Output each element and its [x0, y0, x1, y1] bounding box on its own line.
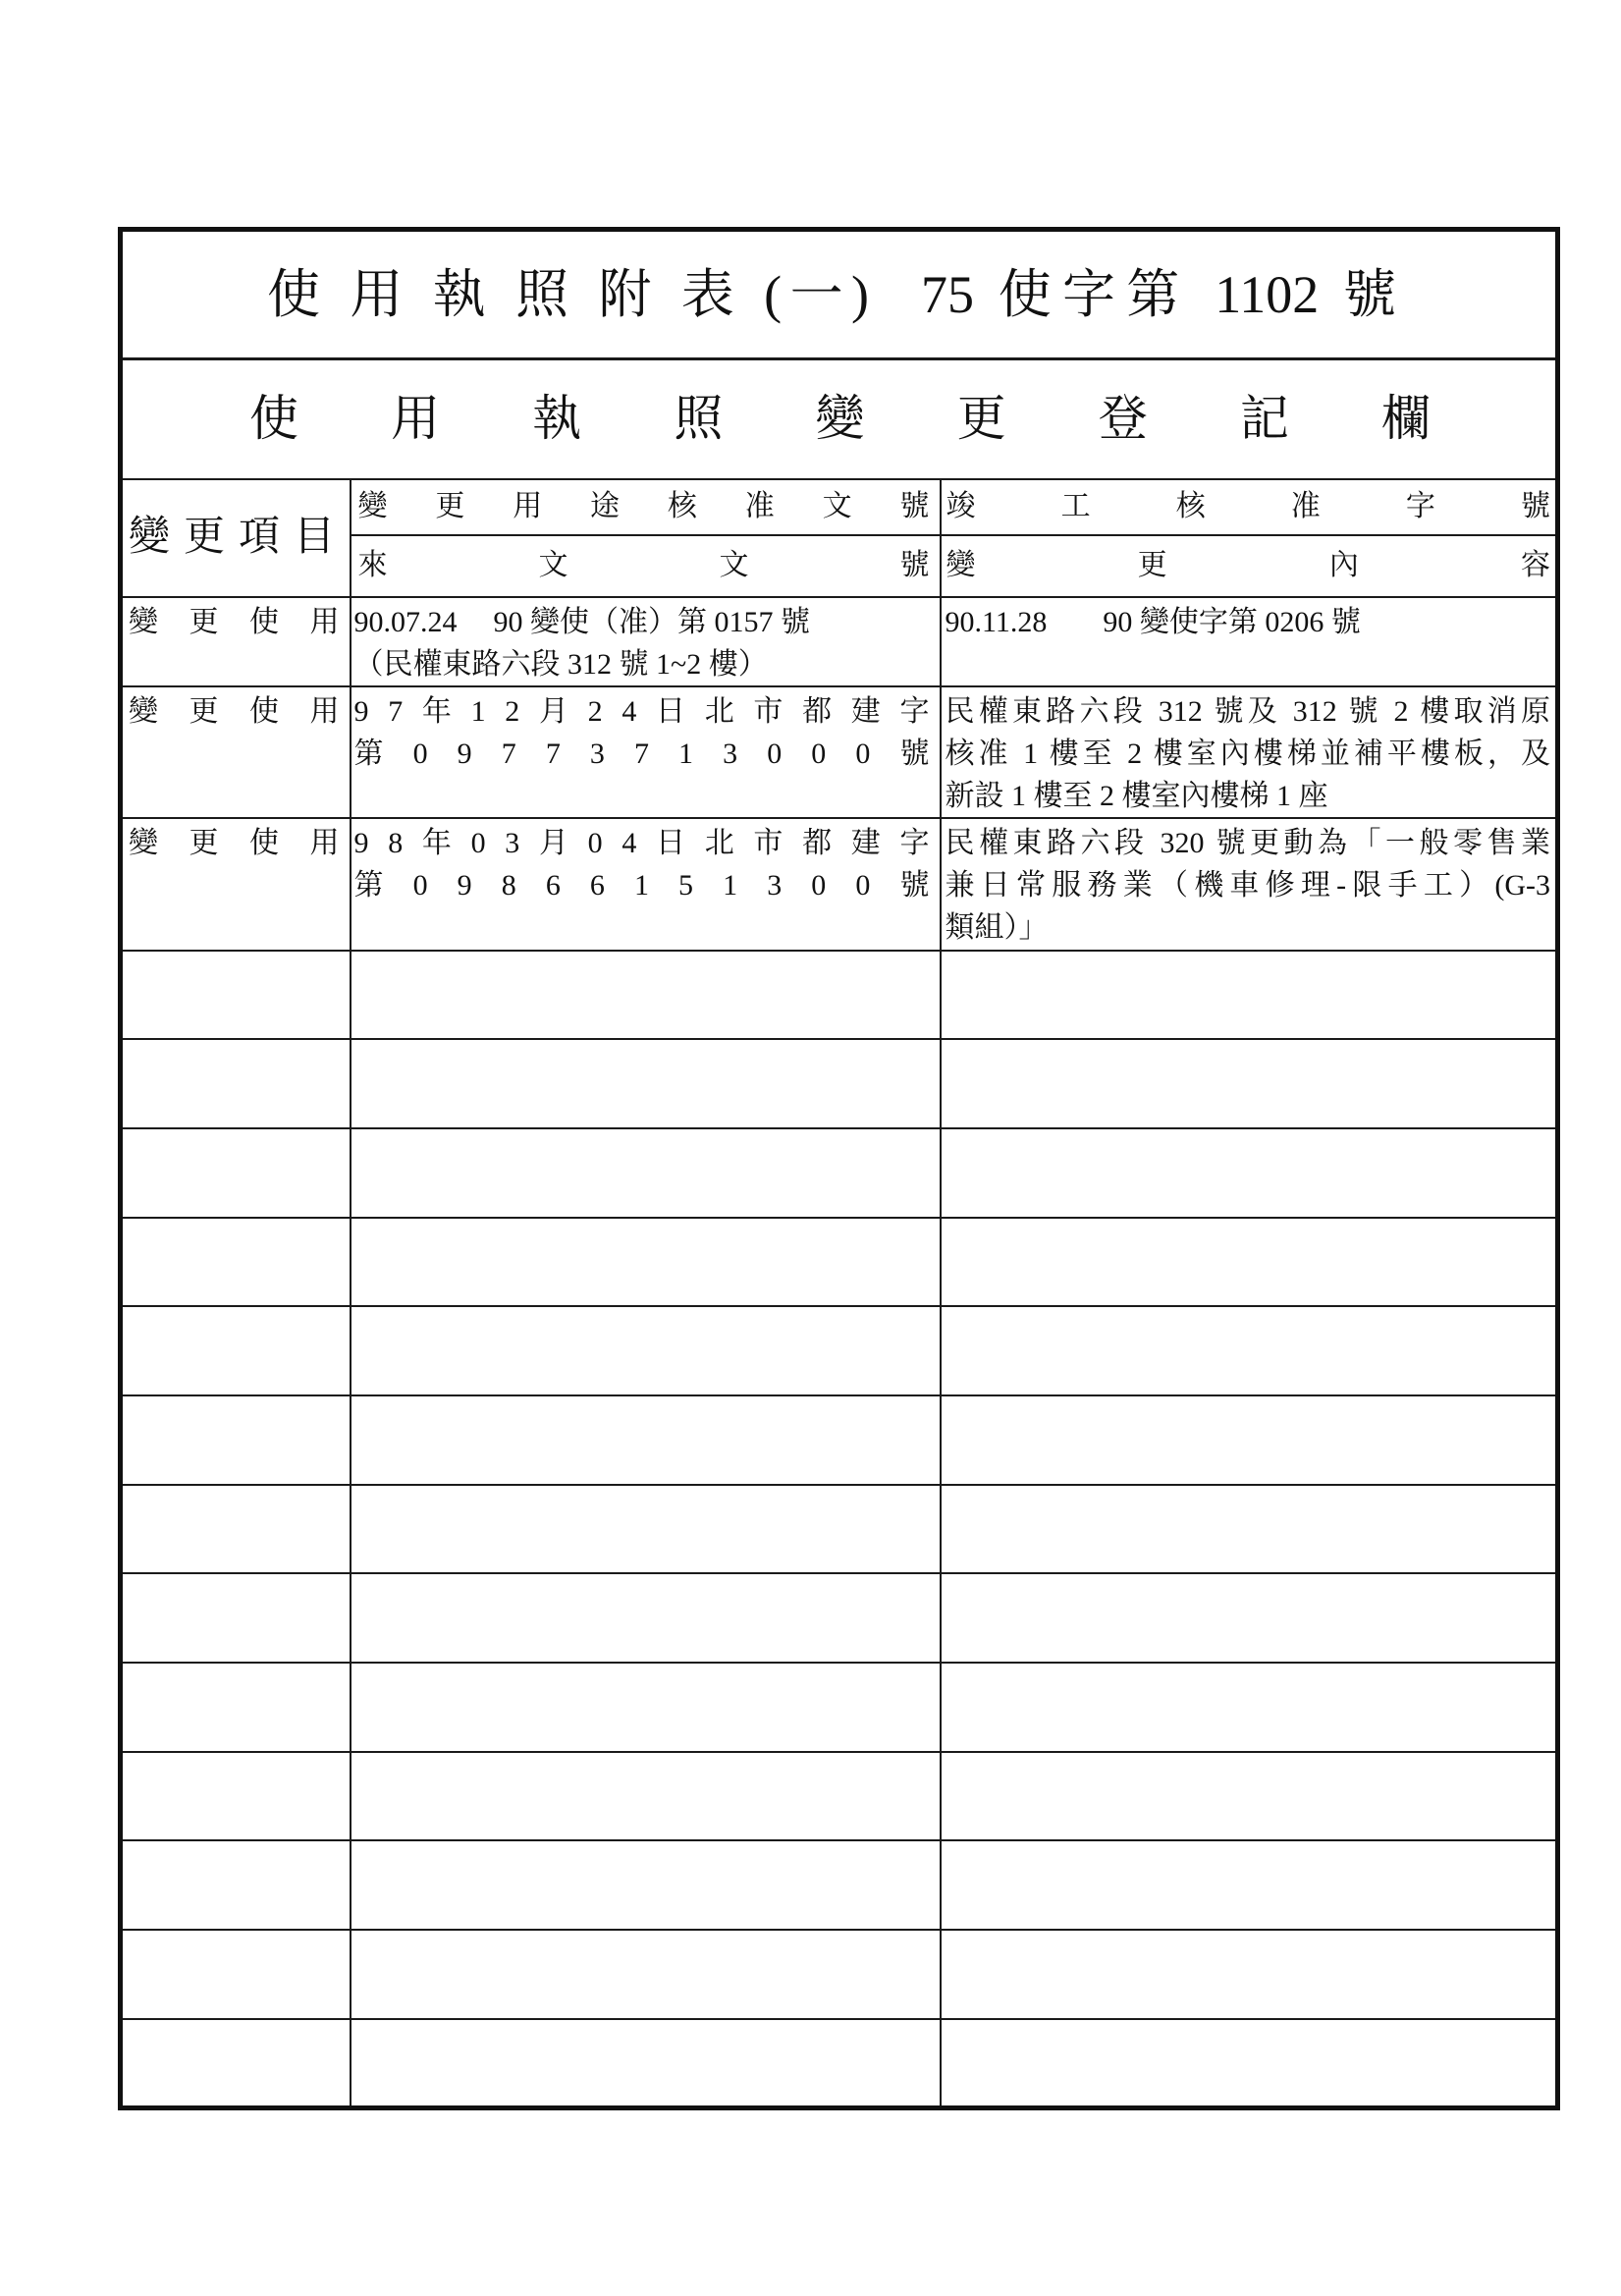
- glyph: 號: [899, 868, 930, 902]
- doc-line: [354, 690, 930, 733]
- empty-row: [121, 1306, 1558, 1395]
- doc-date: 90.07.24: [353, 605, 458, 638]
- empty-cell: [351, 1485, 941, 1574]
- empty-row: [121, 1128, 1558, 1218]
- header-row-top: [121, 479, 1558, 535]
- empty-cell: [941, 1395, 1558, 1485]
- glyph: 變: [129, 515, 171, 561]
- glyph: 月: [538, 826, 568, 859]
- empty-row: [121, 951, 1558, 1040]
- glyph: 使: [249, 605, 279, 638]
- empty-cell: [121, 1039, 351, 1128]
- empty-row: [121, 1573, 1558, 1663]
- glyph: 市: [753, 826, 783, 859]
- empty-cell: [351, 2019, 941, 2108]
- glyph: 8: [388, 826, 404, 859]
- glyph: 欄: [1381, 391, 1431, 447]
- empty-cell: [121, 1663, 351, 1752]
- glyph: 變: [357, 490, 388, 522]
- glyph: 7: [501, 737, 516, 770]
- glyph: 登: [1098, 391, 1148, 447]
- table-row: [121, 597, 1558, 686]
- empty-cell: [121, 1306, 351, 1395]
- glyph: 日: [656, 694, 685, 728]
- glyph: 更: [189, 694, 219, 728]
- empty-cell: [941, 1663, 1558, 1752]
- glyph: 文: [719, 549, 749, 581]
- glyph: 3: [723, 737, 738, 770]
- completion-date: 90.11.28: [945, 605, 1048, 638]
- glyph: 途: [590, 490, 621, 522]
- glyph: 核: [667, 490, 697, 522]
- change-item-label: [129, 822, 340, 864]
- glyph: 文: [538, 549, 568, 581]
- glyph: 都: [802, 826, 833, 859]
- empty-row: [121, 1039, 1558, 1128]
- glyph: 年: [421, 694, 452, 728]
- doc-cell: [351, 597, 941, 686]
- glyph: 目: [293, 515, 335, 561]
- glyph: 0: [767, 737, 783, 770]
- glyph: 更: [189, 605, 219, 638]
- empty-cell: [941, 1039, 1558, 1128]
- empty-cell: [941, 1930, 1558, 2019]
- glyph: 4: [621, 826, 637, 859]
- glyph: 月: [538, 694, 568, 728]
- header-change-content-cell: [941, 535, 1558, 597]
- empty-row: [121, 1840, 1558, 1930]
- header-approval-doc-cell: [351, 479, 941, 535]
- doc-note: （民權東路六段 312 號 1~2 樓）: [353, 647, 768, 681]
- header-item: [129, 513, 335, 562]
- empty-cell: [941, 1752, 1558, 1841]
- empty-cell: [121, 2019, 351, 2108]
- header-change-content: [946, 548, 1551, 583]
- glyph: 執: [532, 391, 582, 447]
- empty-cell: [941, 951, 1558, 1040]
- header-approval-doc-no: [358, 489, 930, 524]
- glyph: 0: [855, 868, 871, 902]
- glyph: 變: [946, 549, 976, 581]
- glyph: 1: [633, 868, 649, 902]
- glyph: 更: [189, 826, 219, 859]
- title-cell: [121, 230, 1558, 359]
- table-row: [121, 818, 1558, 951]
- glyph: 4: [621, 694, 637, 728]
- empty-cell: [941, 1128, 1558, 1218]
- glyph: 用: [309, 826, 340, 859]
- glyph: 准: [744, 490, 775, 522]
- glyph: 9: [353, 826, 369, 859]
- glyph: 2: [505, 694, 520, 728]
- glyph: 號: [1520, 490, 1550, 522]
- glyph: 用: [309, 605, 340, 638]
- content-line: 新設 1 樓至 2 樓室內樓梯 1 座: [945, 779, 1328, 812]
- empty-cell: [121, 1128, 351, 1218]
- empty-cell: [941, 1840, 1558, 1930]
- content-line: 民權東路六段 320 號更動為「一般零售業: [945, 826, 1550, 859]
- header-incoming-doc-no: [358, 548, 930, 583]
- completion-line: [946, 601, 1551, 643]
- glyph: 0: [470, 826, 486, 859]
- title-prefix: 使 用 執 照 附 表 (一): [267, 265, 869, 324]
- empty-cell: [121, 1930, 351, 2019]
- empty-cell: [351, 1840, 941, 1930]
- content-cell: [941, 597, 1558, 686]
- doc-line: [354, 601, 930, 643]
- glyph: 北: [704, 694, 734, 728]
- empty-cell: [351, 1128, 941, 1218]
- completion-number: 90 變使字第 0206 號: [1103, 605, 1361, 638]
- glyph: 1: [678, 737, 694, 770]
- section-title: [249, 392, 1431, 446]
- glyph: 變: [815, 391, 865, 447]
- empty-cell: [121, 1218, 351, 1307]
- glyph: 號: [899, 490, 930, 522]
- glyph: 3: [505, 826, 520, 859]
- glyph: 9: [457, 737, 472, 770]
- glyph: 第: [353, 868, 384, 902]
- glyph: 第: [353, 737, 384, 770]
- glyph: 變: [129, 694, 158, 728]
- empty-cell: [941, 2019, 1558, 2108]
- empty-cell: [121, 1573, 351, 1663]
- glyph: 更: [435, 490, 465, 522]
- item-cell: [121, 818, 351, 951]
- glyph: 字: [1405, 490, 1435, 522]
- glyph: 0: [587, 826, 603, 859]
- empty-row: [121, 1930, 1558, 2019]
- content-line: 類組）」: [945, 910, 1049, 944]
- glyph: 更: [1137, 549, 1167, 581]
- glyph: 號: [899, 737, 930, 770]
- empty-cell: [351, 1930, 941, 2019]
- glyph: 號: [899, 549, 930, 581]
- glyph: 5: [678, 868, 694, 902]
- header-incoming-doc-cell: [351, 535, 941, 597]
- glyph: 6: [545, 868, 561, 902]
- doc-cell: [351, 818, 941, 951]
- permit-number: 75 使字第 1102 號: [921, 265, 1396, 324]
- empty-cell: [351, 1573, 941, 1663]
- header-completion-cell: [941, 479, 1558, 535]
- empty-cell: [121, 1752, 351, 1841]
- content-line: 核准 1 樓至 2 樓室內樓梯並補平樓板，及: [945, 737, 1550, 770]
- item-cell: [121, 597, 351, 686]
- glyph: 7: [633, 737, 649, 770]
- glyph: 核: [1175, 490, 1206, 522]
- glyph: 字: [899, 826, 930, 859]
- empty-cell: [351, 1039, 941, 1128]
- empty-row: [121, 1218, 1558, 1307]
- glyph: 來: [357, 549, 388, 581]
- header-completion-no: [946, 489, 1551, 524]
- content-line: 民權東路六段 312 號及 312 號 2 樓取消原: [945, 694, 1550, 728]
- glyph: 9: [353, 694, 369, 728]
- glyph: 記: [1239, 391, 1289, 447]
- empty-cell: [941, 1306, 1558, 1395]
- glyph: 1: [470, 694, 486, 728]
- empty-cell: [121, 1485, 351, 1574]
- glyph: 字: [899, 694, 930, 728]
- glyph: 更: [956, 391, 1006, 447]
- doc-line: [354, 733, 930, 775]
- glyph: 2: [587, 694, 603, 728]
- glyph: 8: [501, 868, 516, 902]
- glyph: 使: [249, 391, 298, 447]
- empty-cell: [351, 1306, 941, 1395]
- glyph: 7: [545, 737, 561, 770]
- glyph: 用: [513, 490, 543, 522]
- glyph: 3: [767, 868, 783, 902]
- glyph: 日: [656, 826, 685, 859]
- empty-cell: [941, 1218, 1558, 1307]
- empty-cell: [351, 951, 941, 1040]
- glyph: 年: [421, 826, 452, 859]
- glyph: 都: [802, 694, 833, 728]
- glyph: 用: [309, 694, 340, 728]
- glyph: 照: [674, 391, 724, 447]
- glyph: 更: [183, 515, 225, 561]
- glyph: 3: [589, 737, 605, 770]
- glyph: 竣: [946, 490, 976, 522]
- empty-cell: [121, 1840, 351, 1930]
- empty-cell: [941, 1573, 1558, 1663]
- empty-cell: [351, 1218, 941, 1307]
- glyph: 建: [850, 826, 881, 859]
- doc-number: 90 變使（准）第 0157 號: [493, 605, 810, 638]
- empty-row: [121, 1663, 1558, 1752]
- content-cell: [941, 686, 1558, 818]
- empty-cell: [121, 1395, 351, 1485]
- empty-cell: [351, 1752, 941, 1841]
- glyph: 1: [723, 868, 738, 902]
- empty-row: [121, 1752, 1558, 1841]
- glyph: 文: [822, 490, 852, 522]
- page-title: [123, 265, 1555, 324]
- glyph: 9: [457, 868, 472, 902]
- glyph: 0: [412, 868, 428, 902]
- doc-line: [354, 864, 930, 906]
- doc-cell: [351, 686, 941, 818]
- glyph: 0: [855, 737, 871, 770]
- glyph: 使: [249, 694, 279, 728]
- header-item-cell: [121, 479, 351, 597]
- doc-line: [354, 822, 930, 864]
- change-item-label: [129, 690, 340, 733]
- glyph: 北: [704, 826, 734, 859]
- glyph: 0: [811, 737, 827, 770]
- glyph: 工: [1060, 490, 1091, 522]
- glyph: 變: [129, 605, 158, 638]
- glyph: 7: [388, 694, 404, 728]
- glyph: 內: [1328, 549, 1359, 581]
- empty-cell: [351, 1663, 941, 1752]
- item-cell: [121, 686, 351, 818]
- empty-cell: [351, 1395, 941, 1485]
- change-item-label: [129, 601, 340, 643]
- title-row: [121, 230, 1558, 359]
- glyph: 准: [1290, 490, 1321, 522]
- glyph: 容: [1520, 549, 1550, 581]
- glyph: 建: [850, 694, 881, 728]
- empty-row: [121, 1485, 1558, 1574]
- glyph: 0: [412, 737, 428, 770]
- glyph: 變: [129, 826, 158, 859]
- glyph: 項: [238, 515, 280, 561]
- empty-row: [121, 1395, 1558, 1485]
- glyph: 用: [391, 391, 441, 447]
- empty-cell: [121, 951, 351, 1040]
- content-line: 兼日常服務業（機車修理-限手工）(G-3: [945, 868, 1550, 902]
- change-registration-table: [118, 227, 1560, 2110]
- content-cell: [941, 818, 1558, 951]
- subtitle-row: [121, 359, 1558, 479]
- glyph: 0: [811, 868, 827, 902]
- glyph: 市: [753, 694, 783, 728]
- glyph: 6: [589, 868, 605, 902]
- table-row: [121, 686, 1558, 818]
- empty-cell: [941, 1485, 1558, 1574]
- subtitle-cell: [121, 359, 1558, 479]
- empty-row: [121, 2019, 1558, 2108]
- glyph: 使: [249, 826, 279, 859]
